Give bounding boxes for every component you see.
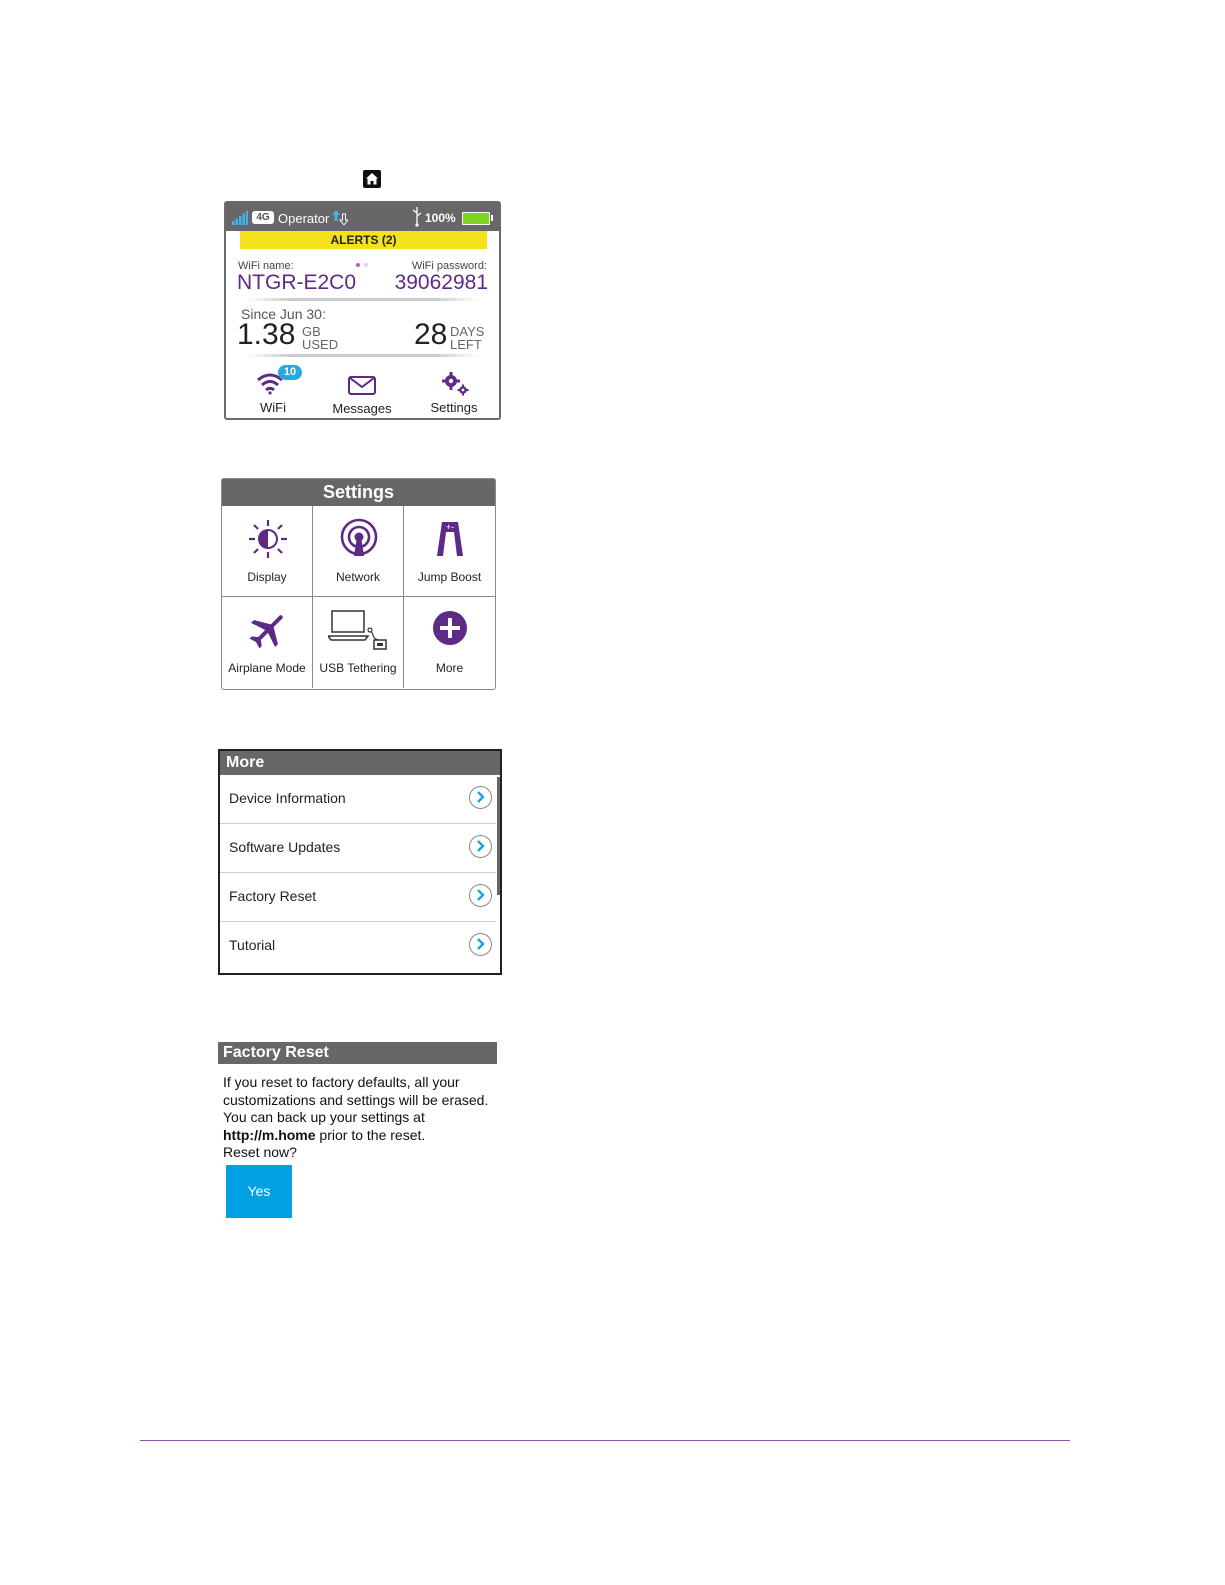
settings-title: Settings — [222, 479, 495, 506]
laptop-usb-icon — [328, 609, 390, 651]
usb-icon — [412, 207, 422, 227]
more-item-label: Software Updates — [229, 839, 341, 855]
usage-since-label: Since Jun 30: — [241, 306, 326, 322]
more-item-software-updates[interactable] — [220, 824, 496, 873]
settings-tile-label: Settings — [430, 400, 478, 415]
settings-item-label: Network — [335, 570, 380, 584]
more-title: More — [220, 751, 500, 775]
status-bar — [226, 203, 499, 231]
settings-screen — [221, 478, 496, 690]
reset-question: Reset now? — [223, 1144, 297, 1161]
data-used-value: 1.38 — [237, 318, 296, 351]
messages-tile-label: Messages — [332, 401, 392, 416]
network-antenna-icon — [338, 518, 380, 560]
days-left-value: 28 — [414, 318, 448, 351]
settings-item-jump-boost[interactable] — [404, 506, 495, 597]
data-used-unit-gb: GB — [302, 324, 321, 339]
days-left-unit-left: LEFT — [450, 337, 482, 352]
plus-circle-icon — [429, 609, 471, 651]
reset-message-line: If you reset to factory defaults, all your — [223, 1074, 460, 1090]
more-item-tutorial[interactable] — [220, 922, 496, 970]
wifi-password-value: 39062981 — [394, 271, 488, 294]
settings-item-airplane-mode[interactable] — [222, 597, 313, 688]
settings-item-usb-tethering[interactable] — [313, 597, 404, 688]
svg-text:+-: +- — [445, 522, 455, 532]
days-left-unit-days: DAYS — [450, 324, 485, 339]
factory-reset-title: Factory Reset — [218, 1042, 497, 1064]
envelope-icon — [348, 376, 376, 395]
chevron-right-icon[interactable] — [469, 884, 492, 907]
signal-strength-icon — [232, 211, 248, 225]
network-type-badge: 4G — [252, 211, 274, 224]
reset-message-line: customizations and settings will be erased. — [223, 1091, 489, 1108]
alerts-banner[interactable]: ALERTS (2) — [240, 231, 487, 249]
more-item-label: Tutorial — [229, 937, 276, 953]
brightness-icon — [247, 518, 289, 560]
more-item-device-information[interactable] — [220, 775, 496, 824]
settings-item-label: USB Tethering — [319, 661, 397, 675]
settings-item-label: Display — [247, 570, 287, 584]
airplane-icon — [247, 609, 289, 651]
wifi-name-value: NTGR-E2C0 — [237, 271, 357, 294]
reset-message-line — [223, 1127, 503, 1145]
settings-item-more[interactable] — [404, 597, 495, 688]
settings-tile[interactable] — [419, 363, 489, 415]
yes-button[interactable]: Yes — [226, 1165, 292, 1218]
more-item-label: Factory Reset — [229, 888, 317, 904]
reset-message-line-rest: prior to the reset. — [315, 1126, 426, 1143]
wifi-name-label: WiFi name: — [238, 260, 294, 272]
jump-boost-icon — [429, 518, 471, 560]
divider — [246, 298, 479, 301]
wifi-tile[interactable] — [238, 363, 308, 415]
gears-icon — [440, 371, 470, 396]
more-screen — [218, 749, 502, 975]
wifi-password-label: WiFi password: — [411, 260, 487, 272]
factory-reset-message — [223, 1074, 503, 1162]
settings-item-label: Jump Boost — [417, 570, 482, 584]
chevron-right-icon[interactable] — [469, 835, 492, 858]
chevron-right-icon[interactable] — [469, 933, 492, 956]
data-transfer-icon — [332, 210, 348, 225]
scrollbar[interactable] — [497, 777, 500, 895]
settings-item-network[interactable] — [313, 506, 404, 597]
chevron-right-icon[interactable] — [469, 786, 492, 809]
more-item-label: Device Information — [229, 790, 346, 806]
connected-devices-badge: 10 — [278, 365, 302, 380]
settings-item-label: Airplane Mode — [228, 661, 306, 675]
data-used-unit-used: USED — [302, 337, 339, 352]
backup-url: http://m.home — [223, 1126, 316, 1143]
reset-message-line: You can back up your settings at — [223, 1109, 425, 1126]
footer-divider — [140, 1440, 1070, 1441]
page-dot-active — [356, 263, 360, 267]
battery-tip — [491, 215, 493, 221]
battery-percent: 100% — [425, 211, 456, 225]
more-item-factory-reset[interactable] — [220, 873, 496, 922]
wifi-tile-label: WiFi — [260, 400, 286, 415]
divider — [246, 354, 479, 357]
home-screen — [224, 201, 501, 420]
settings-item-display[interactable] — [222, 506, 313, 597]
battery-icon — [462, 212, 490, 225]
home-icon — [363, 170, 381, 188]
settings-item-label: More — [435, 661, 464, 675]
page-dot — [364, 263, 368, 267]
operator-name: Operator — [278, 211, 330, 226]
messages-tile[interactable] — [327, 363, 397, 415]
